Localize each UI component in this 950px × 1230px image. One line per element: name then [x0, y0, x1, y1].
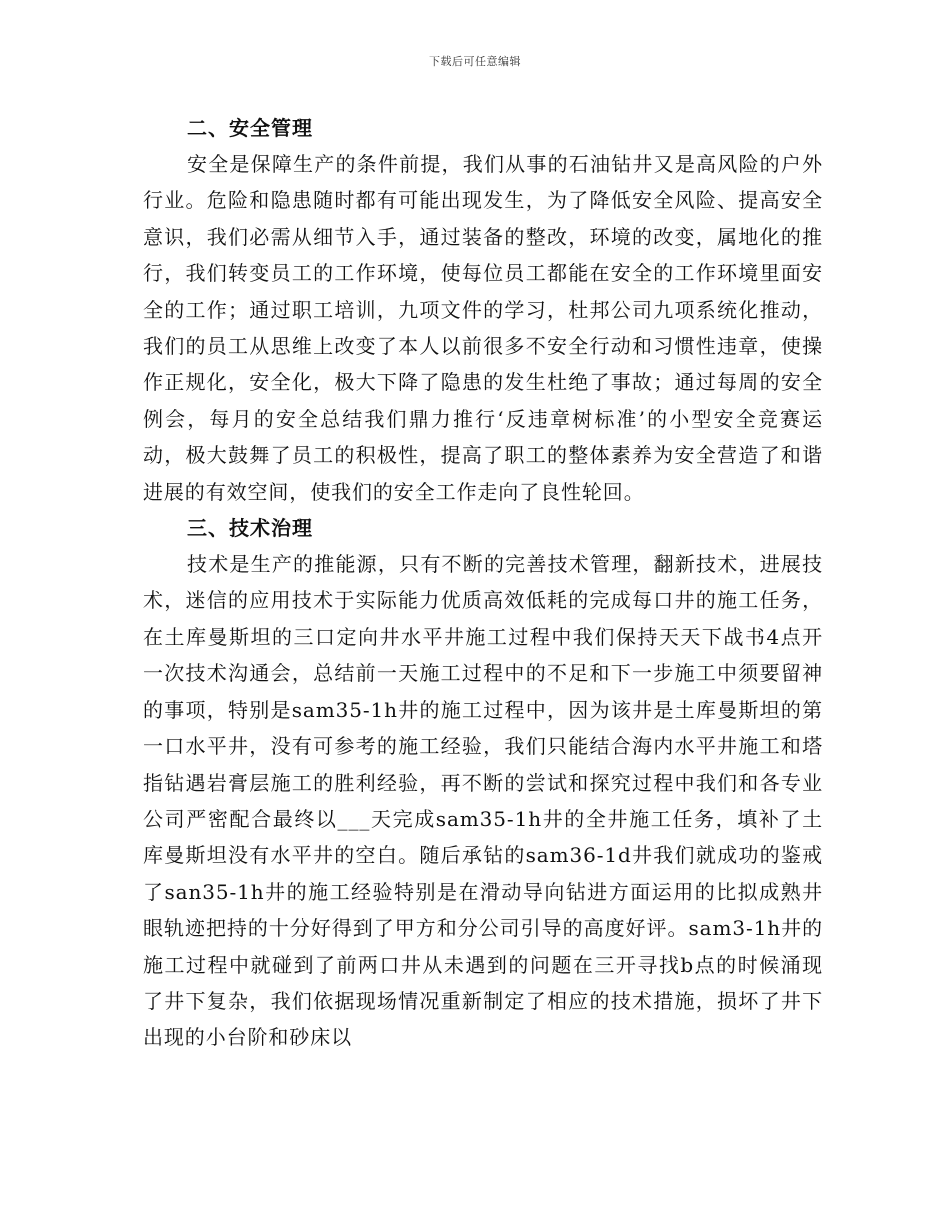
document-body	[143, 110, 823, 1056]
section-safety-management	[143, 110, 823, 510]
section-heading: 三、技术治理	[187, 516, 313, 541]
header-note: 下载后可任意编辑	[429, 55, 521, 68]
section-technical-management	[143, 510, 823, 1056]
section-paragraph: 技术是生产的推能源，只有不断的完善技术管理，翻新技术，进展技术，迷信的应用技术于实际能力优质高效低耗的完成每口井的施工任务，在土库曼斯坦的三口定向井水平井施工过程中我们保持天天下战书4点开一次技术沟通会，总结前一天施工过程中的不足和下一步施工中须要留神的事项，特别是sam35-1h井的施工过程中，因为该井是土库曼斯坦的第一口水平井，没有可参考的施工经验，我们只能结合海内水平井施工和塔指钻遇岩膏层施工的胜利经验，再不断的尝试和探究过程中我们和各专业公司严密配合最终以___天完成sam35-1h井的全井施工任务，填补了土库曼斯坦没有水平井的空白。随后承钻的sam36-1d井我们就成功的鉴戒了san35-1h井的施工经验特别是在滑动导向钻进方面运用的比拟成熟井眼轨迹把持的十分好得到了甲方和分公司引导的高度好评。sam3-1h井的施工过程中就碰到了前两口井从未遇到的问题在三开寻找b点的时候涌现了井下复杂，我们依据现场情况重新制定了相应的技术措施，损坏了井下出现的小台阶和砂床以	[143, 552, 823, 1050]
section-heading: 二、安全管理	[187, 116, 313, 140]
section-paragraph: 安全是保障生产的条件前提，我们从事的石油钻井又是高风险的户外行业。危险和隐患随时都有可能出现发生，为了降低安全风险、提高安全意识，我们必需从细节入手，通过装备的整改，环境的改变，属地化的推行，我们转变员工的工作环境，使每位员工都能在安全的工作环境里面安全的工作；通过职工培训，九项文件的学习，杜邦公司九项系统化推动，我们的员工从思维上改变了本人以前很多不安全行动和习惯性违章，使操作正规化，安全化，极大下降了隐患的发生杜绝了事故；通过每周的安全例会，每月的安全总结我们鼎力推行‘反违章树标准’的小型安全竞赛运动，极大鼓舞了员工的积极性，提高了职工的整体素养为安全营造了和谐进展的有效空间，使我们的安全工作走向了良性轮回。	[143, 152, 823, 504]
